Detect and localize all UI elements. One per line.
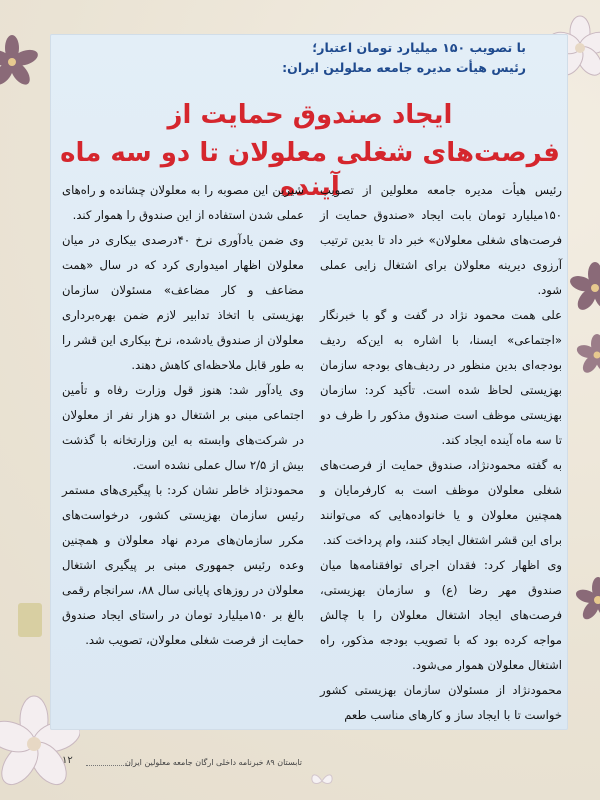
butterfly-icon — [310, 770, 334, 792]
page-footer — [62, 757, 302, 773]
headline-line-2: فرصت‌های شغلی معلولان تا دو سه ماه آینده — [60, 138, 560, 202]
flower-decoration-right-2 — [565, 330, 600, 380]
paragraph: وی یادآور شد: هنوز قول وزارت رفاه و تأمین اجتماعی مبنی بر اشتغال دو هزار نفر از معلولان در شرکت‌های وابسته به این وزارتخانه با گذشت بیش از ۲/۵ سال عملی نشده است. — [62, 383, 304, 472]
headline-line-1: ایجاد صندوق حمایت از — [167, 100, 453, 130]
kicker-line-1: با تصویب ۱۵۰ میلیارد تومان اعتبار؛ — [312, 40, 526, 55]
section-tab-logo — [18, 603, 42, 637]
paragraph: رئیس هیأت مدیره جامعه معلولین از تصویب ۱۵۰میلیارد تومان بابت ایجاد «صندوق حمایت از فرصت‌های شغلی معلولان» خبر داد تا بدین ترتیب آرزوی دیرینه معلولان برای اشتغال زایی عملی شود. — [320, 183, 562, 297]
paragraph: محمودنژاد خاطر نشان کرد: با پیگیری‌های مستمر رئیس سازمان بهزیستی کشور، درخواست‌های مکرر سازمان‌های مردم نهاد معلولان و همچنین وعده رئیس جمهوری مبنی بر پیگیری اشتغال معلولان در روزهای پایانی سال ۸۸، سرانجام رقمی بالغ بر ۱۵۰میلیارد تومان در راستای ایجاد صندوق حمایت از فرصت شغلی معلولان، تصویب شد. — [62, 483, 305, 647]
paragraph: شیرین این مصوبه را به معلولان چشانده و راه‌های عملی شدن استفاده از این صندوق را هموار کند. — [62, 183, 304, 222]
paragraph: علی همت محمود نژاد در گفت و گو با خبرنگار «اجتماعی» ایسنا، با اشاره به این‌که ردیف بودجه‌ای بدین منظور در ردیف‌های بودجه سازمان بهزیستی لحاظ شده است. تأکید کرد: سازمان بهزیستی موظف است صندوق مذکور را ظرف دو تا سه ماه آینده ایجاد کند. — [320, 308, 562, 447]
paragraph: محمودنژاد از مسئولان سازمان بهزیستی کشور خواست تا با ایجاد ساز و کارهای مناسب طعم — [320, 683, 562, 722]
article-kicker — [66, 38, 526, 78]
article-column-left — [62, 178, 304, 653]
paragraph: وی اظهار کرد: فقدان اجرای توافقنامه‌ها میان صندوق مهر رضا (ع) و سازمان بهزیستی، فرصت‌های ایجاد اشتغال معلولان را با چالش مواجه کرده بود که با تصویب بودجه مذکور، راه اشتغال معلولان هموار می‌شود. — [320, 558, 562, 672]
paragraph: وی ضمن یادآوری نرخ ۴۰درصدی بیکاری در میان معلولان اظهار امیدواری کرد که در سال «همت مضاعف و کار مضاعف» مسئولان سازمان بهزیستی با اتخاذ تدابیر لازم ضمن بهره‌برداری معلولان از صندوق یادشده، نرخ بیکاری این قشر را به طور قابل ملاحظه‌ای کاهش دهند. — [62, 233, 304, 372]
flower-decoration-right-3 — [572, 575, 600, 625]
paragraph: به گفته محمودنژاد، صندوق حمایت از فرصت‌های شغلی معلولان موظف است به کارفرمایان و همچنین معلولان و یا خانواده‌هایی که می‌توانند برای این قشر اشتغال ایجاد کنند، وام پرداخت کند. — [320, 458, 562, 547]
page-number: ۱۲ — [62, 755, 73, 766]
flower-decoration-right-1 — [565, 260, 600, 320]
footer-issue-text: تابستان ۸۹ خبرنامه داخلی ارگان جامعه معلولین ایران — [124, 758, 302, 767]
article-column-right — [320, 178, 562, 728]
flower-decoration-left-top — [0, 30, 50, 90]
kicker-line-2: رئیس هیأت مدیره جامعه معلولین ایران: — [282, 60, 526, 75]
